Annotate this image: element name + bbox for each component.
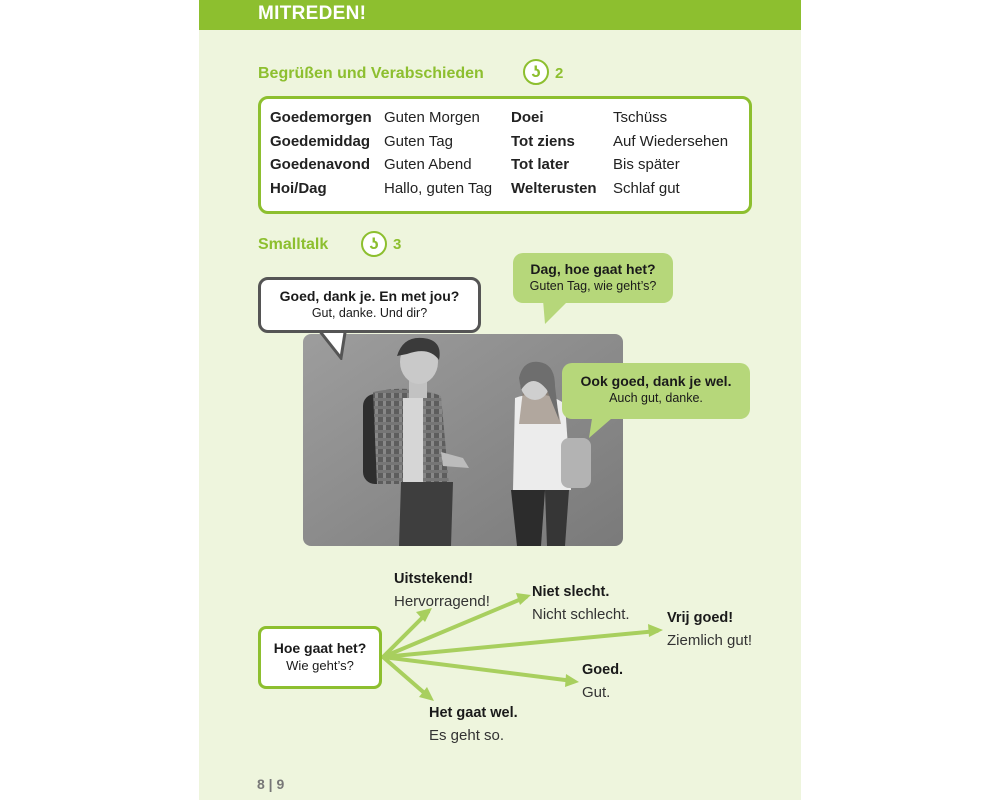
audio-track-number: 2 [555,65,564,82]
ear-icon[interactable]: ʖ [361,231,387,257]
vocabulary-table [258,96,752,214]
page-numbers: 8 | 9 [257,776,285,792]
bubble-text-nl: Dag, hoe gaat het? [530,261,656,277]
vocab-de: Hallo, guten Tag [384,180,493,197]
speech-bubble-greeting [513,253,673,303]
vocab-nl: Doei [511,109,544,126]
answer-de: Hervorragend! [394,593,490,610]
arrowhead [516,593,531,605]
vocab-nl: Hoi/Dag [270,180,327,197]
vocab-nl: Goedemorgen [270,109,372,126]
bubble-text-nl: Goed, dank je. En met jou? [279,288,460,304]
bubble-text-de: Auch gut, danke. [609,391,703,405]
question-box [258,626,382,689]
vocab-de: Tschüss [613,109,668,126]
answer-het-gaat-wel [429,705,518,744]
vocab-de: Guten Abend [384,156,472,173]
arrow-to-uitstekend [383,612,428,657]
vocab-nl: Goedenavond [270,156,371,173]
page [199,0,801,800]
header-bar [199,0,801,30]
answer-nl: Uitstekend! [394,571,473,587]
answer-vrij-goed [667,610,752,649]
answer-niet-slecht [532,584,630,623]
arrow-to-vrij-goed [383,631,657,657]
arrowhead [565,674,579,687]
vocab-de: Guten Morgen [384,109,480,126]
vocab-nl: Tot ziens [511,133,575,150]
answer-uitstekend [394,571,490,610]
bubble-text-nl: Ook goed, dank je wel. [580,373,732,389]
answer-nl: Het gaat wel. [429,705,518,721]
vocab-de: Auf Wiedersehen [613,133,729,150]
answer-de: Es geht so. [429,727,505,744]
page-title: MITREDEN! [258,3,367,24]
answer-de: Ziemlich gut! [667,632,753,649]
bubble-text-de: Gut, danke. Und dir? [311,306,428,320]
audio-track-number: 3 [393,236,402,253]
arrow-to-goed [383,657,573,681]
vocab-de: Bis später [613,156,680,173]
answer-goed [582,662,623,701]
section-title-smalltalk: Smalltalk [258,236,329,253]
ear-icon[interactable]: ʖ [523,59,549,85]
answer-nl: Vrij goed! [667,610,734,626]
question-de: Wie geht’s? [286,658,354,673]
vocab-de: Schlaf gut [613,180,680,197]
arrowhead [648,624,663,637]
vocab-de: Guten Tag [384,133,453,150]
answer-nl: Niet slecht. [532,584,610,600]
vocab-nl: Goedemiddag [270,133,371,150]
section-title-greetings: Begrüßen und Verabschieden [258,65,484,82]
speech-bubble-girl [562,363,750,419]
question-nl: Hoe gaat het? [273,640,367,656]
vocab-nl: Tot later [511,156,570,173]
answer-de: Gut. [582,684,611,701]
bubble-text-de: Guten Tag, wie geht’s? [529,279,657,293]
answer-nl: Goed. [582,662,624,678]
answer-de: Nicht schlecht. [532,606,630,623]
speech-bubble-boy [258,277,481,333]
vocab-nl: Welterusten [511,180,597,197]
bubble-tail-green [539,300,579,326]
